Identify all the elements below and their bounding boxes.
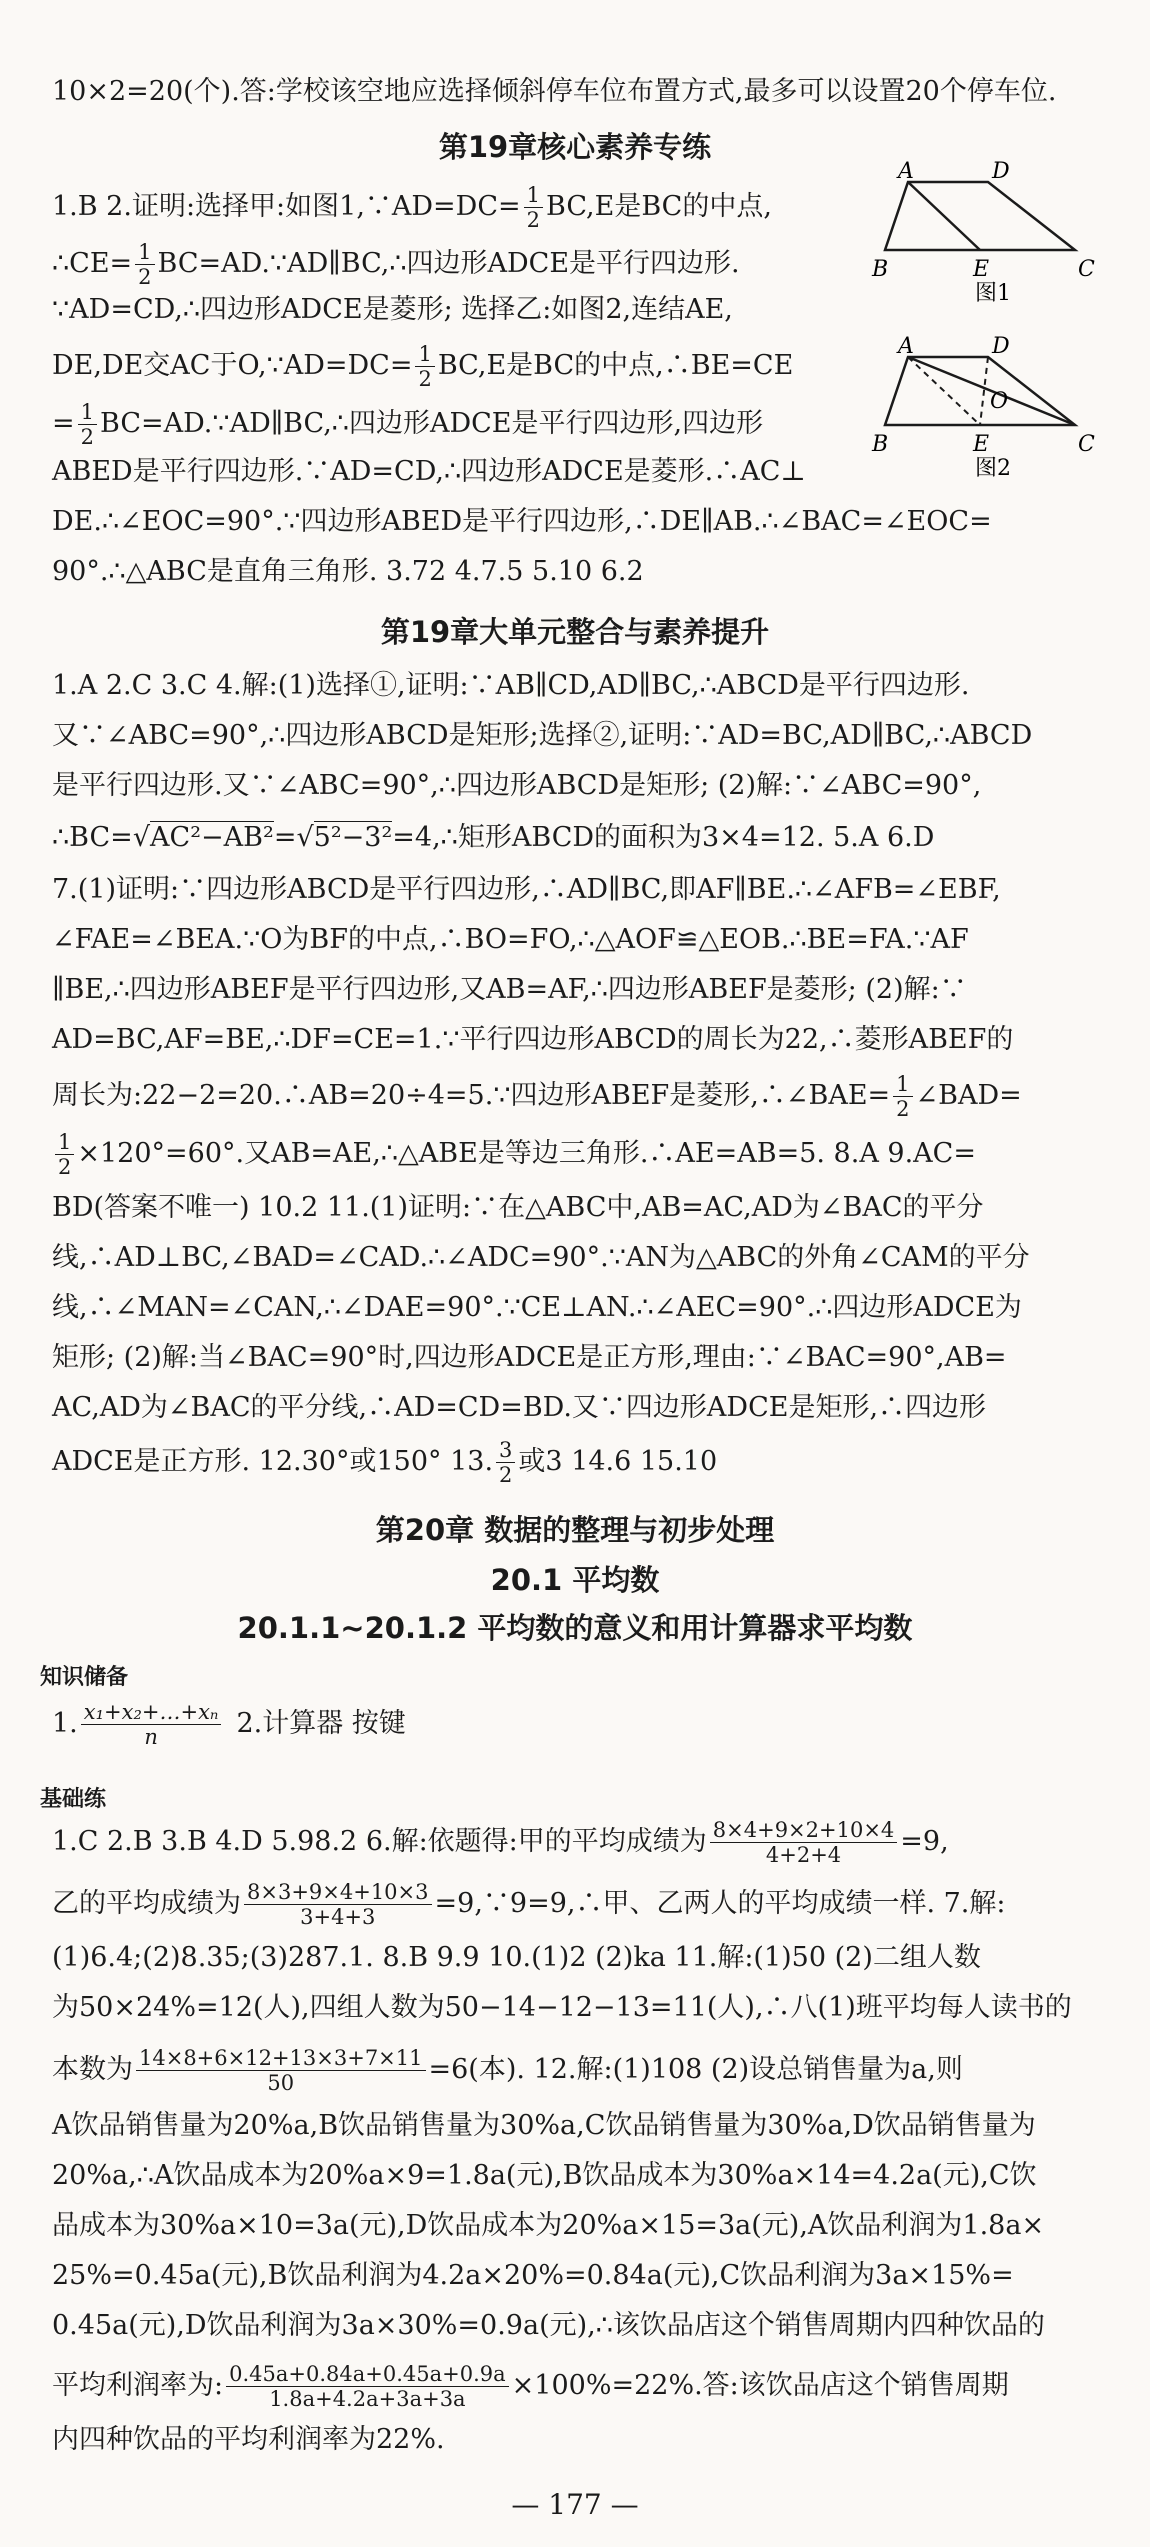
fraction	[55, 1130, 74, 1179]
fraction-den: 2	[138, 265, 152, 289]
text-line: 20%a,∴A饮品成本为20%a×9=1.8a(元),B饮品成本为30%a×14=4.2a(元),C饮	[52, 2160, 1037, 2191]
text-run: 1.B 2.证明:选择甲:如图1,∵AD=DC=	[52, 191, 521, 222]
text-run: 本数为	[52, 2054, 133, 2085]
text-line: 又∵∠ABC=90°,∴四边形ABCD是矩形;选择②,证明:∵AD=BC,AD∥BC,∴ABCD	[52, 720, 1033, 751]
text-line	[52, 1438, 717, 1487]
fraction-num: 8×4+9×2+10×4	[710, 1818, 898, 1843]
fraction	[710, 1818, 898, 1867]
vertex-label-d: D	[992, 160, 1010, 184]
vertex-label-c: C	[1078, 432, 1095, 457]
fraction-num: 8×3+9×4+10×3	[244, 1880, 432, 1905]
text-line: BD(答案不唯一) 10.2 11.(1)证明:∵在△ABC中,AB=AC,AD为∠BAC的平分	[52, 1192, 984, 1223]
text-line	[52, 342, 793, 391]
text-line: 是平行四边形.又∵∠ABC=90°,∴四边形ABCD是矩形; (2)解:∵∠ABC=90°,	[52, 770, 982, 801]
text-run: BC=AD.∵AD∥BC,∴四边形ADCE是平行四边形,四边形	[100, 408, 764, 439]
chapter-title-ch20: 第20章 数据的整理与初步处理	[375, 1513, 775, 1547]
fraction	[78, 400, 97, 449]
text-run: 或3 14.6 15.10	[518, 1446, 718, 1477]
fraction-num: 1	[135, 240, 154, 265]
label-knowledge: 知识储备	[40, 1665, 129, 1690]
text-line	[52, 400, 763, 449]
segment-ae	[908, 182, 980, 250]
fraction-num: 0.45a+0.84a+0.45a+0.9a	[226, 2362, 509, 2387]
subsection-title-20-1-1: 20.1.1~20.1.2 平均数的意义和用计算器求平均数	[237, 1611, 913, 1645]
fraction	[81, 1700, 222, 1749]
text-run: 1.	[52, 1708, 78, 1739]
label-basic-practice: 基础练	[40, 1787, 107, 1812]
fraction-den: 1.8a+4.2a+3a+3a	[269, 2387, 466, 2411]
text-line: ABED是平行四边形.∵AD=CD,∴四边形ADCE是菱形.∴AC⊥	[52, 456, 806, 487]
sqrt-symbol: √	[132, 822, 151, 853]
text-run: BC,E是BC的中点,∴BE=CE	[437, 350, 794, 381]
vertex-label-a: A	[898, 335, 914, 359]
figure-1-diagram	[870, 160, 1110, 310]
fraction-den: 2	[499, 1463, 513, 1487]
text-run: =9,∵9=9,∴甲、乙两人的平均成绩一样. 7.解:	[434, 1888, 1006, 1919]
text-run: ×100%=22%.答:该饮品店这个销售周期	[511, 2370, 1009, 2401]
fraction-num: 1	[78, 400, 97, 425]
text-line: A饮品销售量为20%a,B饮品销售量为30%a,C饮品销售量为30%a,D饮品销售量为	[52, 2110, 1036, 2141]
text-line	[52, 818, 934, 858]
text-line	[52, 2046, 963, 2095]
fraction-den: 2	[80, 425, 94, 449]
vertex-label-a: A	[898, 160, 914, 184]
fraction	[135, 240, 154, 289]
vertex-label-e: E	[973, 432, 990, 457]
text-line	[52, 1072, 1022, 1121]
vertex-label-b: B	[872, 257, 889, 282]
text-line: 0.45a(元),D饮品利润为3a×30%=0.9a(元),∴该饮品店这个销售周期内四种饮品的	[52, 2310, 1045, 2341]
fraction	[226, 2362, 509, 2411]
dashed-segment-de	[980, 357, 988, 425]
text-run: 平均利润率为:	[52, 2370, 224, 2401]
text-line: 25%=0.45a(元),B饮品利润为4.2a×20%=0.84a(元),C饮品利润为3a×15%=	[52, 2260, 1014, 2291]
text-line	[52, 183, 772, 232]
fraction	[893, 1072, 912, 1121]
text-line: ∠FAE=∠BEA.∵O为BF的中点,∴BO=FO,∴△AOF≌△EOB.∴BE=FA.∵AF	[52, 924, 969, 955]
fraction	[244, 1880, 432, 1929]
vertex-label-d: D	[992, 335, 1010, 359]
fraction	[524, 183, 543, 232]
text-run: 乙的平均成绩为	[52, 1888, 241, 1919]
text-line	[52, 1880, 1005, 1929]
fraction-num: 1	[893, 1072, 912, 1097]
text-line	[52, 1700, 406, 1749]
text-line: (1)6.4;(2)8.35;(3)287.1. 8.B 9.9 10.(1)2 (2)ka 11.解:(1)50 (2)二组人数	[52, 1942, 981, 1973]
fraction-num: 3	[496, 1438, 515, 1463]
text-run: 1.C 2.B 3.B 4.D 5.98.2 6.解:依题得:甲的平均成绩为	[52, 1826, 707, 1857]
text-line: 7.(1)证明:∵四边形ABCD是平行四边形,∴AD∥BC,即AF∥BE.∴∠AFB=∠EBF,	[52, 874, 1001, 905]
page-number: — 177 —	[511, 2488, 639, 2521]
vertex-label-e: E	[973, 257, 990, 282]
fraction-den: 4+2+4	[765, 1843, 842, 1867]
fraction-num: 1	[524, 183, 543, 208]
text-line: AD=BC,AF=BE,∴DF=CE=1.∵平行四边形ABCD的周长为22,∴菱形ABEF的	[52, 1024, 1014, 1055]
text-run: ∴BC=	[52, 822, 133, 853]
fraction-den: 2	[896, 1097, 910, 1121]
text-run: ×120°=60°.又AB=AE,∴△ABE是等边三角形.∴AE=AB=5. 8.A 9.AC=	[77, 1138, 976, 1169]
fraction-den: 2	[526, 208, 540, 232]
figure-caption: 图1	[975, 281, 1011, 306]
fraction	[415, 342, 434, 391]
fraction-den: n	[144, 1725, 158, 1749]
text-run: 周长为:22−2=20.∴AB=20÷4=5.∵四边形ABEF是菱形,∴∠BAE=	[52, 1080, 891, 1111]
vertex-label-c: C	[1078, 257, 1095, 282]
fraction-num: 1	[415, 342, 434, 367]
text-line: DE.∴∠EOC=90°.∵四边形ABED是平行四边形,∴DE∥AB.∴∠BAC=∠EOC=	[52, 506, 992, 537]
fraction-den: 3+4+3	[300, 1905, 376, 1929]
trapezoid-abcd	[885, 182, 1075, 250]
text-run: DE,DE交AC于O,∵AD=DC=	[52, 350, 413, 381]
text-line: ∥BE,∴四边形ABEF是平行四边形,又AB=AF,∴四边形ABEF是菱形; (2)解:∵	[52, 974, 967, 1005]
fraction-num: 1	[55, 1130, 74, 1155]
text-line: 为50×24%=12(人),四组人数为50−14−12−13=11(人),∴八(1)班平均每人读书的	[52, 1992, 1072, 2023]
text-line: 90°.∴△ABC是直角三角形. 3.72 4.7.5 5.10 6.2	[52, 556, 644, 587]
sqrt-symbol: √	[296, 822, 314, 853]
text-line: ∵AD=CD,∴四边形ADCE是菱形; 选择乙:如图2,连结AE,	[52, 294, 733, 325]
text-line: 内四种饮品的平均利润率为22%.	[52, 2424, 445, 2455]
text-run: 2.计算器 按键	[236, 1708, 406, 1739]
text-line	[52, 2362, 1009, 2411]
text-run: ∠BAD=	[915, 1080, 1022, 1111]
text-line: AC,AD为∠BAC的平分线,∴AD=CD=BD.又∵四边形ADCE是矩形,∴四边形	[52, 1392, 987, 1423]
text-line: 矩形; (2)解:当∠BAC=90°时,四边形ADCE是正方形,理由:∵∠BAC=90°,AB=	[52, 1342, 1007, 1373]
text-run: =	[273, 822, 297, 853]
text-run: BC,E是BC的中点,	[545, 191, 772, 222]
trapezoid-abcd	[885, 357, 1075, 425]
vertex-label-o: O	[990, 389, 1009, 414]
text-run: =6(本). 12.解:(1)108 (2)设总销售量为a,则	[428, 2054, 963, 2085]
text-line: 1.A 2.C 3.C 4.解:(1)选择①,证明:∵AB∥CD,AD∥BC,∴ABCD是平行四边形.	[52, 670, 970, 701]
text-run: =	[52, 408, 75, 439]
fraction-num: x₁+x₂+…+xₙ	[81, 1700, 222, 1725]
section-title-20-1: 20.1 平均数	[490, 1563, 660, 1597]
text-line	[52, 240, 740, 289]
fraction	[136, 2046, 426, 2095]
text-run: =4,∴矩形ABCD的面积为3×4=12. 5.A 6.D	[392, 822, 935, 853]
figure-caption: 图2	[975, 456, 1011, 481]
text-line: 线,∴∠MAN=∠CAN,∴∠DAE=90°.∵CE⊥AN.∴∠AEC=90°.∴四边形ADCE为	[52, 1292, 1022, 1323]
text-line: 线,∴AD⊥BC,∠BAD=∠CAD.∴∠ADC=90°.∵AN为△ABC的外角∠CAM的平分	[52, 1242, 1030, 1273]
fraction-num: 14×8+6×12+13×3+7×11	[136, 2046, 426, 2071]
text-line: 品成本为30%a×10=3a(元),D饮品成本为20%a×15=3a(元),A饮品利润为1.8a×	[52, 2210, 1045, 2241]
fraction	[496, 1438, 515, 1487]
section-title-ch19-unit: 第19章大单元整合与素养提升	[380, 615, 770, 649]
fraction-den: 2	[418, 367, 432, 391]
fraction-den: 50	[267, 2071, 295, 2095]
text-run: ∴CE=	[52, 248, 133, 279]
text-run: BC=AD.∵AD∥BC,∴四边形ADCE是平行四边形.	[157, 248, 740, 279]
text-line: 10×2=20(个).答:学校该空地应选择倾斜停车位布置方式,最多可以设置20个停车位.	[52, 76, 1057, 107]
text-run: ADCE是正方形. 12.30°或150° 13.	[52, 1446, 494, 1477]
sqrt-radicand: AC²−AB²	[150, 822, 274, 853]
section-title-ch19-core: 第19章核心素养专练	[438, 130, 712, 164]
text-line	[52, 1818, 949, 1867]
figure-2-diagram	[870, 335, 1110, 485]
text-line	[52, 1130, 976, 1179]
sqrt-radicand: 5²−3²	[313, 822, 393, 853]
dashed-segment-ae	[908, 357, 980, 425]
text-run: =9,	[900, 1826, 949, 1857]
fraction-den: 2	[58, 1155, 72, 1179]
vertex-label-b: B	[872, 432, 889, 457]
